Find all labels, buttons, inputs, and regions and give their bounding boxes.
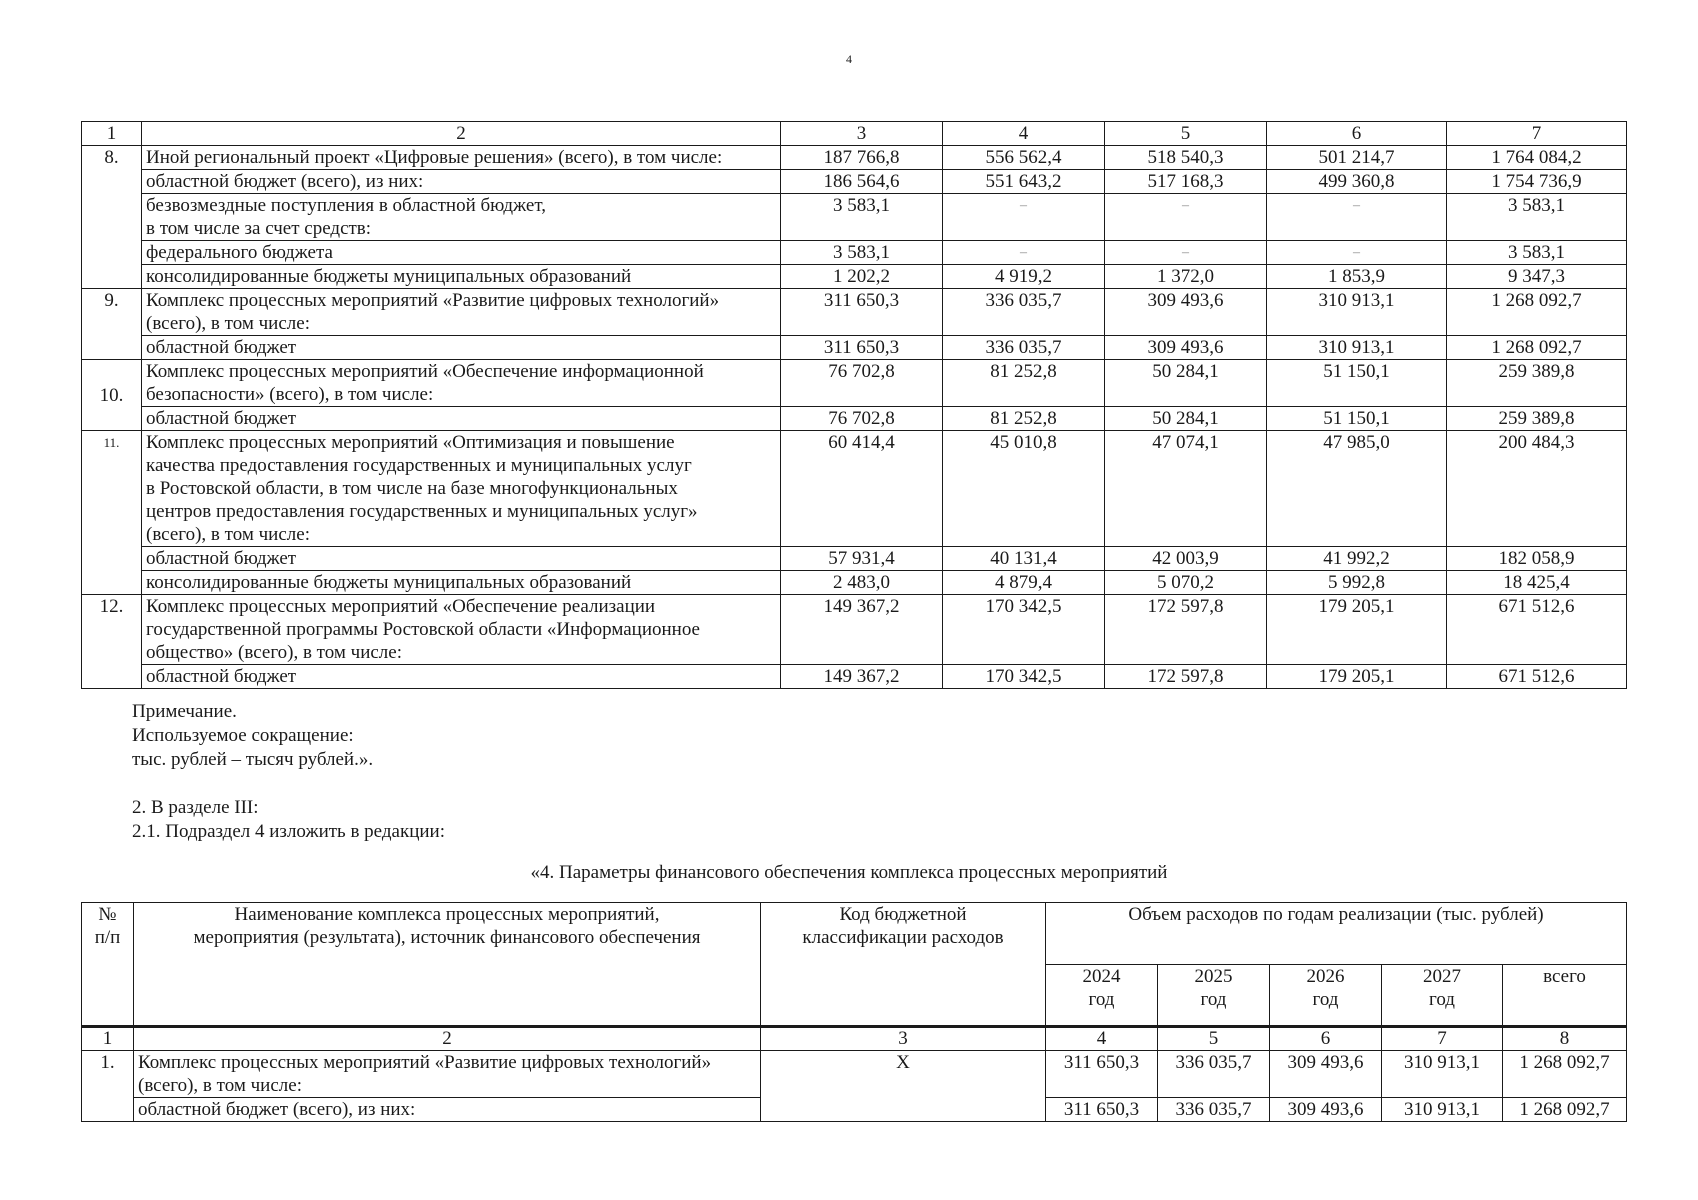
header-year: 2026 год <box>1270 965 1382 1027</box>
value-cell: 259 389,8 <box>1447 407 1627 431</box>
table-row <box>82 170 1627 194</box>
value-cell: 186 564,6 <box>781 170 943 194</box>
table-row <box>82 289 1627 336</box>
row-name: Комплекс процессных мероприятий «Развитие цифровых технологий» (всего), в том числе: <box>134 1051 761 1098</box>
table-row <box>82 547 1627 571</box>
column-index: 8 <box>1503 1027 1627 1051</box>
value-cell: 499 360,8 <box>1267 170 1447 194</box>
value-cell: 81 252,8 <box>943 360 1105 407</box>
table-row <box>82 431 1627 547</box>
header-year: 2025 год <box>1158 965 1270 1027</box>
note-abbreviation: тыс. рублей – тысяч рублей.». <box>132 749 374 770</box>
value-cell: 3 583,1 <box>781 194 943 241</box>
value-cell: 45 010,8 <box>943 431 1105 547</box>
value-cell: – <box>1105 241 1267 265</box>
row-number: 12. <box>82 595 142 689</box>
table-row <box>82 360 1627 407</box>
row-name: областной бюджет <box>142 547 781 571</box>
value-cell: 310 913,1 <box>1267 289 1447 336</box>
row-name: Комплекс процессных мероприятий «Развитие цифровых технологий» (всего), в том числе: <box>142 289 781 336</box>
value-cell: 9 347,3 <box>1447 265 1627 289</box>
value-cell: 5 992,8 <box>1267 571 1447 595</box>
value-cell: 172 597,8 <box>1105 595 1267 665</box>
table-row <box>82 265 1627 289</box>
row-name: безвозмездные поступления в областной бюджет, в том числе за счет средств: <box>142 194 781 241</box>
value-cell: 336 035,7 <box>1158 1051 1270 1098</box>
value-cell: – <box>1105 194 1267 241</box>
header-code: Код бюджетной классификации расходов <box>761 903 1046 1027</box>
value-cell: 4 879,4 <box>943 571 1105 595</box>
value-cell: 311 650,3 <box>781 289 943 336</box>
column-index: 3 <box>781 122 943 146</box>
table-row <box>82 336 1627 360</box>
header-volume: Объем расходов по годам реализации (тыс. рублей) <box>1046 903 1627 965</box>
value-cell: 1 268 092,7 <box>1503 1098 1627 1122</box>
row-name: Комплекс процессных мероприятий «Обеспечение информационной безопасности» (всего), в том числе: <box>142 360 781 407</box>
table-row <box>82 241 1627 265</box>
value-cell: 149 367,2 <box>781 665 943 689</box>
value-cell: 311 650,3 <box>1046 1051 1158 1098</box>
row-name: областной бюджет <box>142 665 781 689</box>
value-cell: 336 035,7 <box>943 289 1105 336</box>
value-cell: 1 268 092,7 <box>1503 1051 1627 1098</box>
row-name: консолидированные бюджеты муниципальных образований <box>142 265 781 289</box>
value-cell: 51 150,1 <box>1267 360 1447 407</box>
value-cell: 1 202,2 <box>781 265 943 289</box>
value-cell: 47 074,1 <box>1105 431 1267 547</box>
row-name: Комплекс процессных мероприятий «Обеспечение реализации государственной программы Ростовской области «Информационное общество» (всего), в том числе: <box>142 595 781 665</box>
value-cell: 311 650,3 <box>1046 1098 1158 1122</box>
row-name: Иной региональный проект «Цифровые решения» (всего), в том числе: <box>142 146 781 170</box>
value-cell: 1 268 092,7 <box>1447 336 1627 360</box>
value-cell: – <box>1267 241 1447 265</box>
table-row <box>82 595 1627 665</box>
column-index: 5 <box>1158 1027 1270 1051</box>
value-cell: 259 389,8 <box>1447 360 1627 407</box>
value-cell: 18 425,4 <box>1447 571 1627 595</box>
value-cell: 309 493,6 <box>1105 289 1267 336</box>
column-index: 3 <box>761 1027 1046 1051</box>
column-index: 5 <box>1105 122 1267 146</box>
row-name: областной бюджет (всего), из них: <box>142 170 781 194</box>
value-cell: 4 919,2 <box>943 265 1105 289</box>
column-index: 7 <box>1447 122 1627 146</box>
value-cell: 2 483,0 <box>781 571 943 595</box>
value-cell: 3 583,1 <box>1447 241 1627 265</box>
row-name: областной бюджет <box>142 336 781 360</box>
row-name: областной бюджет <box>142 407 781 431</box>
header-year: 2027 год <box>1382 965 1503 1027</box>
value-cell: 50 284,1 <box>1105 407 1267 431</box>
value-cell: 556 562,4 <box>943 146 1105 170</box>
column-index: 2 <box>142 122 781 146</box>
value-cell: 310 913,1 <box>1267 336 1447 360</box>
value-cell: 50 284,1 <box>1105 360 1267 407</box>
table-row <box>82 146 1627 170</box>
header-number: № п/п <box>82 903 134 1027</box>
value-cell: 3 583,1 <box>781 241 943 265</box>
value-cell: 551 643,2 <box>943 170 1105 194</box>
row-number: 1. <box>82 1051 134 1122</box>
column-index: 4 <box>1046 1027 1158 1051</box>
funding-table-continued <box>81 121 1627 689</box>
column-index: 6 <box>1270 1027 1382 1051</box>
column-index: 4 <box>943 122 1105 146</box>
value-cell: 182 058,9 <box>1447 547 1627 571</box>
value-cell: 170 342,5 <box>943 665 1105 689</box>
row-number: 10. <box>82 360 142 431</box>
amendment-subsection: 2.1. Подраздел 4 изложить в редакции: <box>132 821 445 842</box>
value-cell: – <box>1267 194 1447 241</box>
header-name: Наименование комплекса процессных мероприятий, мероприятия (результата), источник финансового обеспечения <box>134 903 761 1027</box>
row-number: 8. <box>82 146 142 289</box>
header-total: всего <box>1503 965 1627 1027</box>
value-cell: 57 931,4 <box>781 547 943 571</box>
column-index: 1 <box>82 122 142 146</box>
table-row <box>82 571 1627 595</box>
value-cell: – <box>943 241 1105 265</box>
table-row <box>82 1051 1627 1098</box>
row-name: областной бюджет (всего), из них: <box>134 1098 761 1122</box>
column-index: 2 <box>134 1027 761 1051</box>
value-cell: – <box>943 194 1105 241</box>
row-number: 9. <box>82 289 142 360</box>
value-cell: 42 003,9 <box>1105 547 1267 571</box>
value-cell: 51 150,1 <box>1267 407 1447 431</box>
value-cell: 310 913,1 <box>1382 1051 1503 1098</box>
value-cell: 200 484,3 <box>1447 431 1627 547</box>
page-number: 4 <box>846 52 852 66</box>
row-name: федерального бюджета <box>142 241 781 265</box>
table-header-row <box>82 903 1627 965</box>
column-index: 6 <box>1267 122 1447 146</box>
value-cell: 309 493,6 <box>1270 1051 1382 1098</box>
row-name: Комплекс процессных мероприятий «Оптимизация и повышение качества предоставления государственных и муниципальных услуг в Ростовской области, в том числе на базе многофункциональных центров предоставления государственных и муниципальных услуг» (всего), в том числе: <box>142 431 781 547</box>
section-title: «4. Параметры финансового обеспечения комплекса процессных мероприятий <box>530 862 1168 883</box>
value-cell: 179 205,1 <box>1267 665 1447 689</box>
table-row <box>82 665 1627 689</box>
value-cell: 1 853,9 <box>1267 265 1447 289</box>
value-cell: 336 035,7 <box>1158 1098 1270 1122</box>
table-header-row <box>82 122 1627 146</box>
value-cell: 309 493,6 <box>1105 336 1267 360</box>
value-cell: 179 205,1 <box>1267 595 1447 665</box>
value-cell: 81 252,8 <box>943 407 1105 431</box>
value-cell: 310 913,1 <box>1382 1098 1503 1122</box>
header-year: 2024 год <box>1046 965 1158 1027</box>
value-cell: 311 650,3 <box>781 336 943 360</box>
value-cell: 1 754 736,9 <box>1447 170 1627 194</box>
value-cell: 1 764 084,2 <box>1447 146 1627 170</box>
value-cell: 187 766,8 <box>781 146 943 170</box>
value-cell: 518 540,3 <box>1105 146 1267 170</box>
financing-parameters-table <box>81 902 1627 1122</box>
value-cell: 501 214,7 <box>1267 146 1447 170</box>
value-cell: 671 512,6 <box>1447 665 1627 689</box>
value-cell: 5 070,2 <box>1105 571 1267 595</box>
row-number: 11. <box>82 431 142 595</box>
value-cell: 40 131,4 <box>943 547 1105 571</box>
value-cell: 1 372,0 <box>1105 265 1267 289</box>
column-index: 7 <box>1382 1027 1503 1051</box>
value-cell: 671 512,6 <box>1447 595 1627 665</box>
row-name: консолидированные бюджеты муниципальных образований <box>142 571 781 595</box>
value-cell: 76 702,8 <box>781 407 943 431</box>
value-cell: 76 702,8 <box>781 360 943 407</box>
value-cell: 47 985,0 <box>1267 431 1447 547</box>
column-index-row <box>82 1027 1627 1051</box>
value-cell: 41 992,2 <box>1267 547 1447 571</box>
table-row <box>82 407 1627 431</box>
value-cell: 60 414,4 <box>781 431 943 547</box>
value-cell: 172 597,8 <box>1105 665 1267 689</box>
note-abbreviation-label: Используемое сокращение: <box>132 725 354 746</box>
amendment-section: 2. В разделе III: <box>132 797 259 818</box>
value-cell: 170 342,5 <box>943 595 1105 665</box>
value-cell: 309 493,6 <box>1270 1098 1382 1122</box>
note-heading: Примечание. <box>132 701 237 722</box>
column-index: 1 <box>82 1027 134 1051</box>
budget-code: X <box>761 1051 1046 1122</box>
table-row <box>82 194 1627 241</box>
value-cell: 517 168,3 <box>1105 170 1267 194</box>
value-cell: 149 367,2 <box>781 595 943 665</box>
value-cell: 336 035,7 <box>943 336 1105 360</box>
value-cell: 1 268 092,7 <box>1447 289 1627 336</box>
value-cell: 3 583,1 <box>1447 194 1627 241</box>
